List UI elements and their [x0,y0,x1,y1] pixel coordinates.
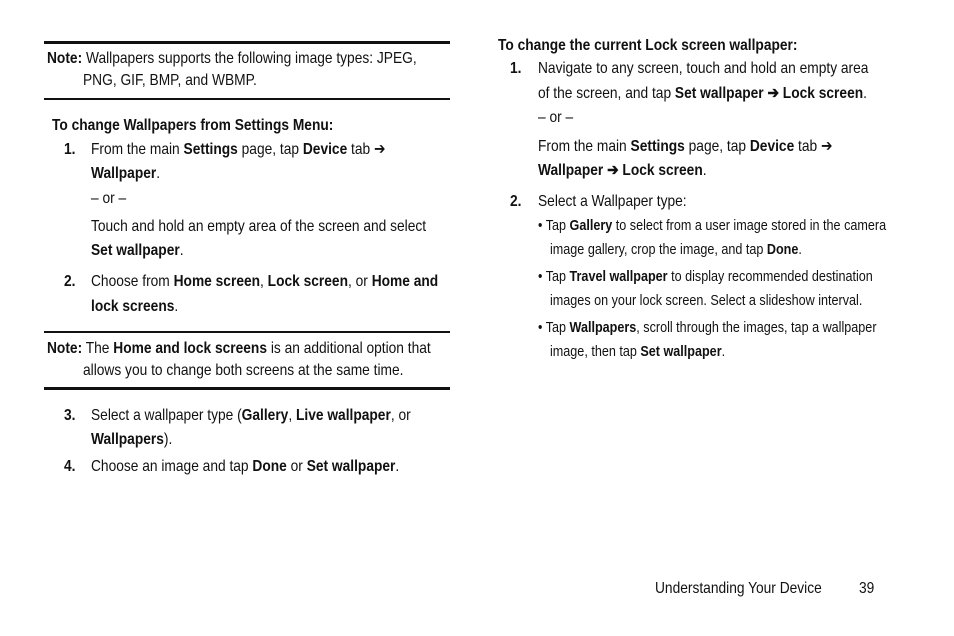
text: . [702,162,707,179]
step-4-num: 4. [64,458,76,475]
note-top-rule [44,41,450,44]
wallpapers-term: Wallpapers [569,319,637,336]
note-text-cont: PNG, GIF, BMP, and WBMP. [83,72,257,89]
bullet-icon: • [538,268,543,285]
home-and-term: Home and [371,273,439,290]
step-1-text-line2 [538,83,921,105]
note-box-2 [47,338,493,360]
text: page, tap [684,138,750,155]
step-number [64,405,77,427]
page-number [859,578,877,600]
heading-text: To change Wallpapers from Settings Menu: [52,117,334,134]
or-separator [538,107,579,129]
step-1-alt-line2 [538,160,734,182]
alt-text: Touch and hold an empty area of the screen and select [91,218,427,235]
note-text-line2 [83,70,285,92]
heading-text: To change the current Lock screen wallpaper: [498,37,798,54]
text: , or [347,273,372,290]
step-2-text [91,271,495,293]
text: image gallery, crop the image, and tap [550,241,767,258]
text: From the main [538,138,631,155]
text: . [156,165,161,182]
step-3-num: 3. [64,407,76,424]
step-number [64,271,77,293]
live-wallpaper-term: Live wallpaper [295,407,391,424]
or-text: – or – [538,109,574,126]
text: . [179,242,184,259]
set-wallpaper-term: Set wallpaper [91,242,180,259]
step-1-alt [91,216,481,238]
lock-screens-term: lock screens [91,298,175,315]
text: . [721,343,726,360]
text: Select a Wallpaper type: [538,193,687,210]
step-3-text-line2 [91,429,186,451]
done-term: Done [252,458,287,475]
text: is an additional option that [266,340,431,357]
bullet-item [538,267,937,287]
note-label: Note: [47,340,83,357]
text: , [288,407,296,424]
step-1-num: 1. [510,60,522,77]
text: , scroll through the images, tap a wallpaper [636,319,877,336]
done-term: Done [766,241,799,258]
step-4-text [91,456,449,478]
text: . [863,85,867,102]
note-2-line2 [83,360,456,382]
bullet-icon: • [538,319,543,336]
text: . [174,298,179,315]
step-number [64,139,77,161]
home-lock-term: Home and lock screens [113,340,267,357]
text: to select from a user image stored in the camera [612,217,887,234]
note-text: allows you to change both screens at the same time. [83,362,404,379]
step-2-text [538,191,711,213]
bullet-icon: • [538,217,543,234]
text: , [260,273,268,290]
step-number [510,191,523,213]
step-number [64,456,77,478]
text: Choose an image and tap [91,458,253,475]
step-number [510,58,523,80]
device-term: Device [749,138,795,155]
set-wallpaper-lock-term: Set wallpaper ➔ Lock screen [674,85,864,102]
step-1-text [538,58,922,80]
bullet-item-line2 [550,291,922,311]
device-term: Device [302,141,348,158]
text: . [798,241,802,258]
step-1-alt [538,136,880,158]
step-2-text-line2 [91,296,192,318]
page-number-text: 39 [859,580,875,597]
text: Navigate to any screen, touch and hold an empty area [538,60,869,77]
text: images on your lock screen. Select a slideshow interval. [550,292,863,309]
lock-screen-term: Lock screen [267,273,348,290]
text: image, then tap [550,343,641,360]
gallery-term: Gallery [241,407,289,424]
step-2-num: 2. [510,193,522,210]
note-text: Wallpapers supports the following image types: JPEG, [85,50,417,67]
text: tab ➔ [347,141,386,158]
text: ). [163,431,173,448]
note-bottom-rule [44,98,450,100]
or-text: – or – [91,190,127,207]
text: , or [390,407,411,424]
text: From the main [91,141,184,158]
text: Select a wallpaper type ( [91,407,242,424]
text: Tap [545,268,570,285]
wallpaper-term: Wallpaper [91,165,157,182]
text: to display recommended destination [667,268,873,285]
text: . [395,458,400,475]
bullet-item [538,318,941,338]
home-screen-term: Home screen [173,273,261,290]
text: page, tap [237,141,303,158]
set-wallpaper-term: Set wallpaper [306,458,396,475]
step-1-alt-line2 [91,240,199,262]
bullet-item [538,216,952,236]
text: of the screen, and tap [538,85,675,102]
step-2-num: 2. [64,273,76,290]
footer-section-title [655,578,849,600]
text: Tap [545,319,570,336]
settings-term: Settings [630,138,685,155]
bullet-item-line2 [550,342,758,362]
note-top-rule [44,331,450,333]
note-bottom-rule [44,387,450,390]
travel-wallpaper-term: Travel wallpaper [569,268,668,285]
text: tab ➔ [794,138,833,155]
section-title: Understanding Your Device [655,580,822,597]
note-box-1 [47,48,477,70]
set-wallpaper-term: Set wallpaper [640,343,722,360]
section-heading [498,35,846,57]
text: Choose from [91,273,174,290]
step-1-text [91,139,433,161]
wallpaper-lock-term: Wallpaper ➔ Lock screen [538,162,703,179]
text: or [286,458,307,475]
step-1-num: 1. [64,141,76,158]
or-separator [91,188,132,210]
note-label: Note: [47,50,83,67]
bullet-item-line2 [550,240,850,260]
section-heading [52,115,379,137]
text: Tap [545,217,570,234]
step-1-text-line2 [91,163,171,185]
settings-term: Settings [183,141,238,158]
step-3-text [91,405,463,427]
gallery-term: Gallery [569,217,613,234]
text: The [85,340,114,357]
wallpapers-term: Wallpapers [91,431,164,448]
